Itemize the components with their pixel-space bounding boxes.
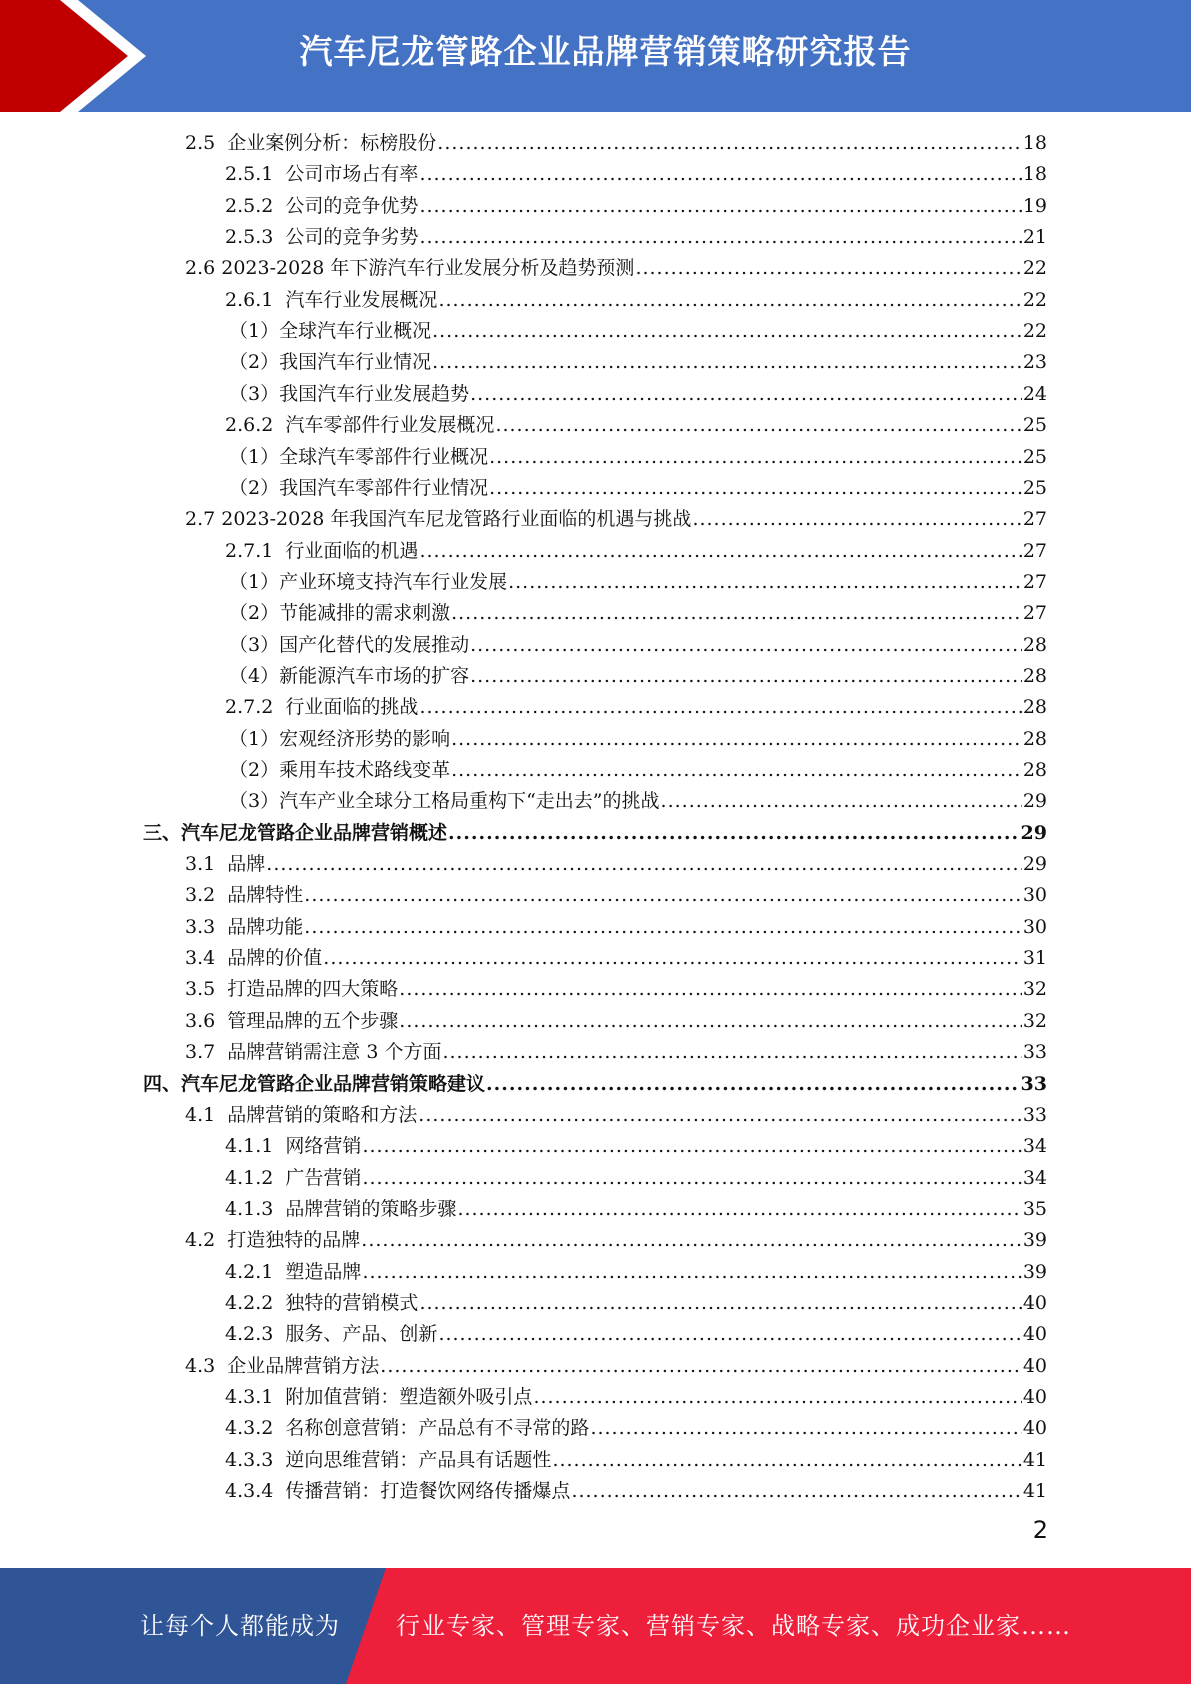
toc-entry[interactable] <box>185 128 1047 159</box>
toc-dot-leader <box>438 285 1021 316</box>
toc-entry[interactable] <box>229 755 1047 786</box>
toc-entry-title: 4.3.3 逆向思维营销：产品具有话题性 <box>225 1448 552 1471</box>
toc-dot-leader <box>419 191 1021 222</box>
page-footer <box>0 1568 1191 1684</box>
toc-dot-leader <box>419 692 1021 723</box>
toc-entry-page-number: 28 <box>1022 696 1047 719</box>
toc-entry-title: （2）我国汽车行业情况 <box>229 351 432 374</box>
toc-dot-leader <box>470 661 1022 692</box>
toc-entry[interactable] <box>229 379 1047 410</box>
toc-entry-page-number: 40 <box>1022 1417 1047 1440</box>
toc-dot-leader <box>399 974 1022 1005</box>
toc-dot-leader <box>419 222 1021 253</box>
toc-entry[interactable] <box>225 1194 1047 1225</box>
toc-dot-leader <box>362 1131 1021 1162</box>
toc-entry-title: （2）我国汽车零部件行业情况 <box>229 476 489 499</box>
toc-dot-leader <box>448 818 1020 849</box>
toc-dot-leader <box>432 347 1022 378</box>
toc-dot-leader <box>362 1257 1021 1288</box>
toc-entry-title: 2.6.1 汽车行业发展概况 <box>225 288 438 311</box>
toc-entry[interactable] <box>225 410 1047 441</box>
toc-entry[interactable] <box>225 285 1047 316</box>
toc-entry-title: 3.3 品牌功能 <box>185 915 304 938</box>
toc-entry-title: 2.5.1 公司市场占有率 <box>225 163 419 186</box>
toc-entry-page-number: 22 <box>1022 288 1047 311</box>
toc-dot-leader <box>486 1069 1020 1100</box>
toc-dot-leader <box>451 724 1022 755</box>
toc-entry[interactable] <box>229 473 1047 504</box>
toc-entry-page-number: 30 <box>1022 884 1047 907</box>
toc-entry-title: 2.5 企业案例分析：标榜股份 <box>185 132 437 154</box>
toc-entry-page-number: 22 <box>1022 257 1047 280</box>
toc-dot-leader <box>571 1476 1021 1507</box>
toc-entry-title: 4.3.4 传播营销：打造餐饮网络传播爆点 <box>225 1480 571 1503</box>
toc-entry[interactable] <box>225 1445 1047 1476</box>
toc-entry[interactable] <box>225 1257 1047 1288</box>
toc-dot-leader <box>470 630 1022 661</box>
toc-entry-page-number: 24 <box>1022 382 1047 405</box>
toc-dot-leader <box>552 1445 1021 1476</box>
toc-entry-title: （1）宏观经济形势的影响 <box>229 727 451 750</box>
toc-entry-page-number: 18 <box>1022 163 1047 186</box>
toc-entry[interactable] <box>185 1037 1047 1068</box>
toc-dot-leader <box>489 442 1022 473</box>
toc-dot-leader <box>323 943 1022 974</box>
toc-entry[interactable] <box>225 222 1047 253</box>
toc-entry-title: （1）全球汽车行业概况 <box>229 320 432 343</box>
toc-dot-leader <box>489 473 1022 504</box>
toc-dot-leader <box>399 1006 1022 1037</box>
toc-dot-leader <box>419 536 1021 567</box>
toc-entry-title: 4.2 打造独特的品牌 <box>185 1229 361 1252</box>
toc-entry-title: （1）产业环境支持汽车行业发展 <box>229 570 508 593</box>
toc-entry-title: 3.2 品牌特性 <box>185 884 304 907</box>
toc-dot-leader <box>361 1225 1022 1256</box>
toc-entry[interactable] <box>229 661 1047 692</box>
toc-entry[interactable] <box>225 1319 1047 1350</box>
toc-entry-page-number: 39 <box>1022 1229 1047 1252</box>
toc-entry-page-number: 34 <box>1022 1166 1047 1189</box>
page-number: 2 <box>1032 1516 1048 1544</box>
toc-entry-title: 4.1.3 品牌营销的策略步骤 <box>225 1197 457 1220</box>
toc-entry-page-number: 31 <box>1022 947 1047 970</box>
toc-entry[interactable] <box>185 504 1047 535</box>
toc-dot-leader <box>508 567 1022 598</box>
toc-entry-page-number: 21 <box>1022 226 1047 249</box>
toc-entry[interactable] <box>225 536 1047 567</box>
toc-entry[interactable] <box>225 1288 1047 1319</box>
toc-entry-page-number: 25 <box>1022 476 1047 499</box>
toc-entry-title: 4.2.2 独特的营销模式 <box>225 1291 419 1314</box>
toc-entry-page-number: 40 <box>1022 1386 1047 1408</box>
toc-entry-title: 2.5.2 公司的竞争优势 <box>225 194 419 217</box>
toc-entry[interactable] <box>225 1476 1047 1507</box>
toc-entry-page-number: 34 <box>1022 1135 1047 1158</box>
toc-entry[interactable] <box>185 1006 1047 1037</box>
toc-entry[interactable] <box>143 818 1047 849</box>
toc-entry[interactable] <box>185 253 1047 284</box>
toc-entry-title: 2.6 2023-2028 年下游汽车行业发展分析及趋势预测 <box>185 257 635 280</box>
toc-entry-title: 2.7.2 行业面临的挑战 <box>225 696 419 719</box>
toc-entry[interactable] <box>225 1163 1047 1194</box>
toc-entry-title: 3.6 管理品牌的五个步骤 <box>185 1009 399 1032</box>
toc-dot-leader <box>590 1413 1021 1444</box>
toc-entry-page-number: 18 <box>1022 132 1047 154</box>
toc-entry-page-number: 27 <box>1022 602 1047 625</box>
toc-entry-title: 2.7 2023-2028 年我国汽车尼龙管路行业面临的机遇与挑战 <box>185 508 692 531</box>
toc-entry-title: 3.4 品牌的价值 <box>185 947 323 970</box>
toc-entry-page-number: 29 <box>1020 821 1047 844</box>
toc-entry[interactable] <box>185 880 1047 911</box>
toc-entry-page-number: 41 <box>1022 1480 1047 1503</box>
toc-entry[interactable] <box>229 316 1047 347</box>
toc-dot-leader <box>304 880 1022 911</box>
toc-entry-page-number: 25 <box>1022 445 1047 468</box>
toc-entry-title: （2）乘用车技术路线变革 <box>229 759 451 781</box>
toc-dot-leader <box>419 159 1021 190</box>
toc-entry[interactable] <box>229 347 1047 378</box>
toc-entry-page-number: 27 <box>1022 508 1047 531</box>
toc-dot-leader <box>304 912 1022 943</box>
footer-slogan: 让每个人都能成为 <box>140 1612 340 1640</box>
toc-dot-leader <box>635 253 1021 284</box>
toc-dot-leader <box>692 504 1021 535</box>
toc-dot-leader <box>419 1288 1021 1319</box>
toc-entry-page-number: 27 <box>1022 570 1047 593</box>
toc-dot-leader <box>437 128 1022 159</box>
toc-entry-title: （3）国产化替代的发展推动 <box>229 633 470 656</box>
toc-entry-page-number: 39 <box>1022 1260 1047 1283</box>
toc-entry[interactable] <box>185 974 1047 1005</box>
toc-entry[interactable] <box>225 191 1047 222</box>
toc-entry-title: （4）新能源汽车市场的扩容 <box>229 664 470 687</box>
toc-entry-page-number: 27 <box>1022 539 1047 562</box>
toc-entry-title: （2）节能减排的需求刺激 <box>229 602 451 625</box>
toc-dot-leader <box>432 316 1022 347</box>
page-title: 汽车尼龙管路企业品牌营销策略研究报告 <box>299 32 912 71</box>
toc-entry[interactable] <box>185 912 1047 943</box>
toc-entry[interactable] <box>185 1225 1047 1256</box>
toc-entry-page-number: 33 <box>1022 1041 1047 1064</box>
toc-entry[interactable] <box>229 630 1047 661</box>
toc-entry[interactable] <box>143 1069 1047 1100</box>
toc-entry-title: 4.1 品牌营销的策略和方法 <box>185 1103 418 1126</box>
toc-entry-page-number: 22 <box>1022 320 1047 343</box>
toc-entry-title: （1）全球汽车零部件行业概况 <box>229 445 489 468</box>
toc-entry-title: 4.3 企业品牌营销方法 <box>185 1354 380 1377</box>
toc-entry-page-number: 32 <box>1022 1009 1047 1032</box>
toc-entry-page-number: 30 <box>1022 915 1047 938</box>
footer-professions: 行业专家、管理专家、营销专家、战略专家、成功企业家…… <box>396 1612 1071 1640</box>
toc-entry-page-number: 41 <box>1022 1448 1047 1471</box>
toc-dot-leader <box>661 786 1022 817</box>
toc-entry[interactable] <box>225 159 1047 190</box>
toc-entry[interactable] <box>229 724 1047 755</box>
toc-entry[interactable] <box>185 943 1047 974</box>
toc-entry-title: 2.6.2 汽车零部件行业发展概况 <box>225 414 495 437</box>
toc-dot-leader <box>418 1100 1022 1131</box>
toc-dot-leader <box>380 1351 1022 1382</box>
toc-entry[interactable] <box>225 1382 1047 1413</box>
toc-dot-leader <box>362 1163 1021 1194</box>
toc-entry-title: 四、汽车尼龙管路企业品牌营销策略建议 <box>143 1072 486 1095</box>
toc-entry-title: 4.1.1 网络营销 <box>225 1135 362 1158</box>
toc-entry[interactable] <box>185 1100 1047 1131</box>
toc-entry-title: 3.7 品牌营销需注意 3 个方面 <box>185 1041 442 1064</box>
toc-entry-page-number: 40 <box>1022 1323 1047 1346</box>
toc-entry[interactable] <box>229 598 1047 629</box>
toc-entry-page-number: 28 <box>1022 727 1047 750</box>
toc-entry-title: 4.3.1 附加值营销：塑造额外吸引点 <box>225 1386 533 1408</box>
toc-entry-page-number: 28 <box>1022 759 1047 781</box>
toc-entry-page-number: 29 <box>1022 853 1047 876</box>
toc-dot-leader <box>495 410 1021 441</box>
toc-entry[interactable] <box>225 1413 1047 1444</box>
toc-dot-leader <box>438 1319 1021 1350</box>
toc-entry[interactable] <box>229 442 1047 473</box>
toc-entry[interactable] <box>229 786 1047 817</box>
toc-entry-title: 三、汽车尼龙管路企业品牌营销概述 <box>143 821 448 844</box>
toc-entry-page-number: 28 <box>1022 664 1047 687</box>
toc-entry-title: （3）我国汽车行业发展趋势 <box>229 382 470 405</box>
toc-entry-title: 4.1.2 广告营销 <box>225 1166 362 1189</box>
toc-entry-title: （3）汽车产业全球分工格局重构下“走出去”的挑战 <box>229 790 660 813</box>
toc-dot-leader <box>457 1194 1021 1225</box>
toc-entry-page-number: 33 <box>1022 1103 1047 1126</box>
toc-entry-page-number: 40 <box>1022 1354 1047 1377</box>
toc-entry-title: 2.5.3 公司的竞争劣势 <box>225 226 419 249</box>
toc-entry-title: 2.7.1 行业面临的机遇 <box>225 539 419 562</box>
toc-dot-leader <box>442 1037 1021 1068</box>
toc-entry-title: 4.3.2 名称创意营销：产品总有不寻常的路 <box>225 1417 590 1440</box>
toc-entry-title: 4.2.3 服务、产品、创新 <box>225 1323 438 1346</box>
toc-entry[interactable] <box>185 849 1047 880</box>
toc-entry-page-number: 29 <box>1022 790 1047 813</box>
toc-entry-title: 3.5 打造品牌的四大策略 <box>185 978 399 1001</box>
toc-entry[interactable] <box>225 692 1047 723</box>
toc-dot-leader <box>451 755 1022 786</box>
toc-entry-page-number: 25 <box>1022 414 1047 437</box>
toc-dot-leader <box>533 1382 1021 1413</box>
toc-entry-page-number: 32 <box>1022 978 1047 1001</box>
toc-entry-page-number: 19 <box>1022 194 1047 217</box>
toc-entry[interactable] <box>185 1351 1047 1382</box>
toc-entry-page-number: 23 <box>1022 351 1047 374</box>
toc-entry-page-number: 35 <box>1022 1197 1047 1220</box>
page-header <box>0 0 1191 112</box>
toc-dot-leader <box>266 849 1022 880</box>
toc-entry[interactable] <box>225 1131 1047 1162</box>
toc-entry-page-number: 28 <box>1022 633 1047 656</box>
toc-entry-title: 3.1 品牌 <box>185 853 266 876</box>
toc-dot-leader <box>451 598 1022 629</box>
toc-entry[interactable] <box>229 567 1047 598</box>
toc-entry-title: 4.2.1 塑造品牌 <box>225 1260 362 1283</box>
toc-entry-page-number: 40 <box>1022 1291 1047 1314</box>
toc-dot-leader <box>470 379 1022 410</box>
toc-entry-page-number: 33 <box>1020 1072 1047 1095</box>
